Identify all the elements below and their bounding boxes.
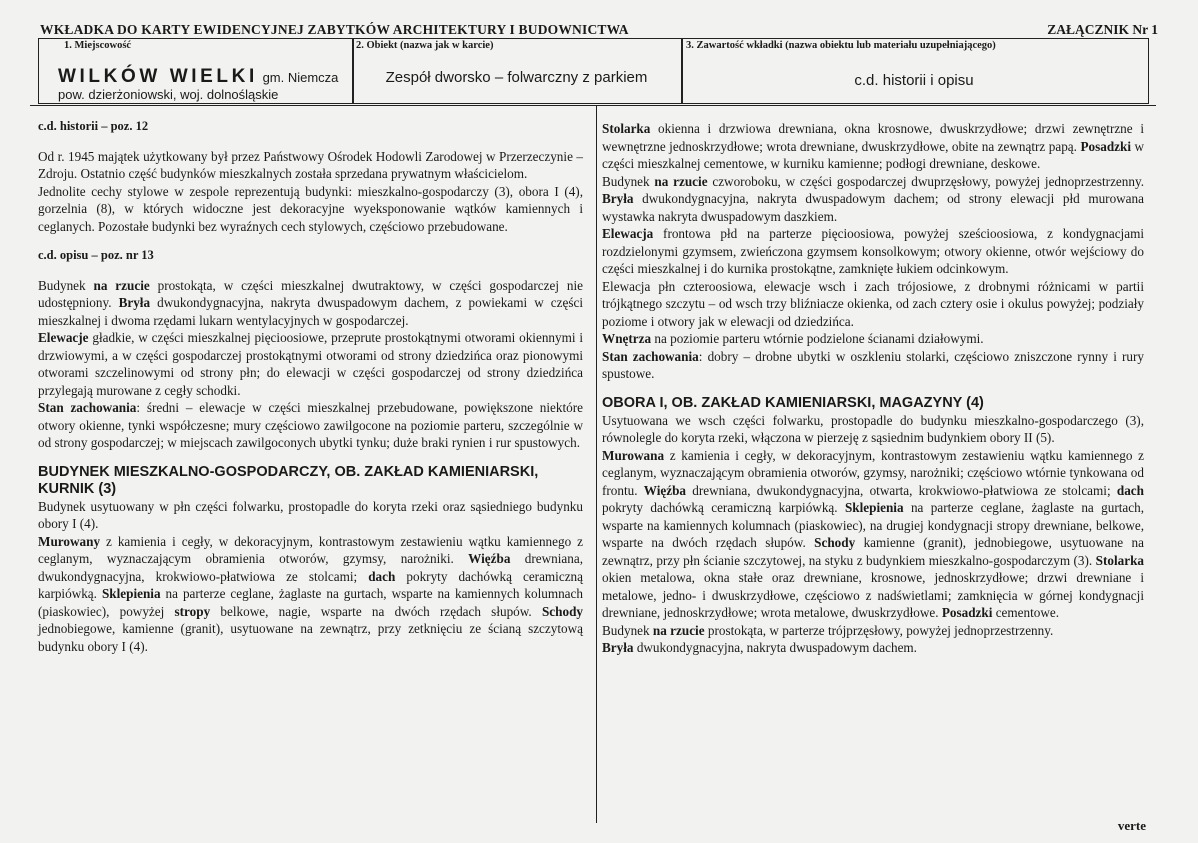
right-paragraph-6: Stan zachowania: dobry – drobne ubytki w oszkleniu stolarki, częściowo zniszczone rynny i rury spustowe. <box>602 348 1144 381</box>
field-locality-label: 1. Miejscowość <box>64 40 132 51</box>
history-paragraph-1: Od r. 1945 majątek użytkowany był przez Państwowy Ośrodek Hodowli Zarodowej w Przerzeczynie – Zdroju. Ostatnio część budynków mieszkalnych została sprzedana prywatnym właścicielom. <box>38 148 583 181</box>
section-3-paragraph-2: Murowany z kamienia i cegły, w dekoracyjnym, kontrastowym zestawieniu wątku kamiennego z ceglanym, wyznaczającym obramienia otworów, gzymsy, narożniki. Więźba drewniana, dwukondygnacyjna, krokwiowo-płatwiowa ze stolcami; dach pokryty dachówką ceramiczną karpiówką. Sklepienia na parterze ceglane, żaglaste na gurtach, wsparte na kamiennych kolumnach (piaskowiec), powyżej stropy belkowe, nagie, wsparte na dwóch rzędach słupów. Schody jednobiegowe, kamienne (granit), usytuowane na zewnątrz, przy zetknięciu ze ścianą szczytową budynku obory I (4). <box>38 533 584 654</box>
section-4-title: OBORA I, OB. ZAKŁAD KAMIENIARSKI, MAGAZYNY (4) <box>602 394 984 411</box>
object-name-value: Zespół dworsko – folwarczny z parkiem <box>385 69 648 86</box>
description-paragraph-2: Elewacje gładkie, w części mieszkalnej pięcioosiowe, przeprute prostokątnymi otworami okiennymi i drzwiowymi, a w części gospodarczej prostokątnymi otworami od strony dziedzińca oraz pionowymi otworami szczelinowymi od strony płn; do elewacji w części gospodarczej od strony dziedzińca przylegają murowane z cegły schodki. <box>38 330 583 398</box>
section-3-paragraph-1: Budynek usytuowany w płn części folwarku, prostopadle do koryta rzeki oraz sąsiedniego budynku obory I (4). <box>38 498 583 531</box>
section-4-paragraph-2: Murowana z kamienia i cegły, w dekoracyjnym, kontrastowym zestawieniu wątku kamiennego z ceglanym, wyznaczającym obramienia otworów, gzymsy, narożniki; częściowo wtórnie tynkowana od frontu. Więźba drewniana, dwukondygnacyjna, otwarta, krokwiowo-płatwiowa ze stolcami; dach pokryty dachówką ceramiczną karpiówką. Sklepienia na parterze ceglane, żaglaste na gurtach, wsparte na kamiennych kolumnach (piaskowiec), na drugiej kondygnacji stropy drewniane, belkowe, wsparte na dwóch rzędach słupów. Schody kamienne (granit), jednobiegowe, usytuowane na zewnątrz, przy płn ścianie szczytowej, na styku z budynkiem mieszkalno-gospodarczym (3). Stolarka okien metalowa, okna stałe oraz drewniane, krosnowe, jednoskrzydłowe; drzwi drewniane i metalowe, jedno- i dwuskrzydłowe, częściowo z nadświetlami; zamknięcia w górnej kondygnacji drewniane, jednoskrzydłowe; wrota metalowe, dwuskrzydłowe. Posadzki cementowe. <box>602 447 1144 620</box>
left-column <box>38 118 583 655</box>
right-column <box>602 120 1144 657</box>
field-content-label: 3. Zawartość wkładki (nazwa obiektu lub materiału uzupełniającego) <box>686 40 996 51</box>
section-3-title: BUDYNEK MIESZKALNO-GOSPODARCZY, OB. ZAKŁAD KAMIENIARSKI, KURNIK (3) <box>38 463 539 497</box>
locality-name: WILKÓW WIELKI <box>58 66 258 87</box>
locality-value <box>58 66 338 88</box>
form-title: WKŁADKA DO KARTY EWIDENCYJNEJ ZABYTKÓW ARCHITEKTURY I BUDOWNICTWA <box>40 22 629 37</box>
attachment-number: ZAŁĄCZNIK Nr 1 <box>1047 22 1158 37</box>
right-paragraph-5: Wnętrza na poziomie parteru wtórnie podzielone ścianami działowymi. <box>602 331 984 346</box>
right-paragraph-3: Elewacja frontowa płd na parterze pięcioosiowa, powyżej sześcioosiowa, z kondygnacjami rozdzielonymi gzymsem, zwieńczona gzymsem konsolkowym; otwory okienne, otwór wejściowy do części mieszkalnej i do kurnika prostokątne, zamknięte łukiem odcinkowym. <box>602 226 1144 276</box>
column-divider <box>596 105 597 823</box>
section-4-paragraph-1: Usytuowana we wsch części folwarku, prostopadle do budynku mieszkalno-gospodarczego (3), równolegle do koryta rzeki, włączona w pierzeję z sąsiednim budynkiem obory II (5). <box>602 412 1144 445</box>
right-paragraph-4: Elewacja płn czteroosiowa, elewacje wsch i zach trójosiowe, z drobnymi różnicami w partii trójkątnego szczytu – od wsch trzy bliźniacze okienka, od zach cztery osie i okulus powyżej; podziały poziome i otwory jak w elewacji od dziedzińca. <box>602 278 1144 329</box>
description-paragraph-1: Budynek na rzucie prostokąta, w części mieszkalnej dwutraktowy, w części gospodarczej nie udostępniony. Bryła dwukondygnacyjna, nakryta dwuspadowym dachem, z powiekami w części mieszkalnej i dwoma rzędami lukarn wentylacyjnych w gospodarczej. <box>38 277 583 328</box>
history-heading: c.d. historii – poz. 12 <box>38 119 149 133</box>
locality-district: pow. dzierżoniowski, woj. dolnośląskie <box>58 87 279 102</box>
description-heading: c.d. opisu – poz. nr 13 <box>38 248 154 262</box>
history-paragraph-2: Jednolite cechy stylowe w zespole reprezentują budynki: mieszkalno-gospodarczy (3), obora I (4), gorzelnia (8), w których widoczne jest dekoracyjne wyeksponowanie wątków kamiennych i ceglanych. Pozostałe budynki bez wyraźnych cech stylowych, częściowo przebudowane. <box>38 183 583 234</box>
verte-note: verte <box>1117 818 1146 833</box>
content-name-value: c.d. historii i opisu <box>854 72 974 89</box>
section-4-paragraph-4: Bryła dwukondygnacyjna, nakryta dwuspadowym dachem. <box>602 640 917 655</box>
right-paragraph-1: Stolarka okienna i drzwiowa drewniana, okna krosnowe, dwuskrzydłowe; drzwi zewnętrzne i wewnętrzne jednoskrzydłowe; wrota drewniane, dwuskrzydłowe, obite na zewnątrz papą. Posadzki w części mieszkalnej cementowe, w kurniku kamienne; podłogi drewniane, deskowe. <box>602 121 1145 171</box>
section-4-paragraph-3: Budynek na rzucie prostokąta, w parterze trójprzęsłowy, powyżej jednoprzestrzenny. <box>602 622 1054 638</box>
description-paragraph-3: Stan zachowania: średni – elewacje w części mieszkalnej przebudowane, powiększone niektóre otwory okienne, tynki współczesne; mury częściowo zawilgocone na poziomie parteru, szczególnie w od strony gospodarczej; w miejscach zawilgoconych ubytki tynku; duże braki rynien i rur spustowych. <box>38 400 584 450</box>
locality-commune: gm. Niemcza <box>262 70 339 85</box>
field-object-label: 2. Obiekt (nazwa jak w karcie) <box>356 40 494 51</box>
right-paragraph-2: Budynek na rzucie czworoboku, w części gospodarczej dwuprzęsłowy, powyżej jednoprzestrzenny. Bryła dwukondygnacyjna, nakryta dwuspadowym dachem; od strony elewacji płd murowana wystawka nakryta dwuspadowym daszkiem. <box>602 173 1145 224</box>
